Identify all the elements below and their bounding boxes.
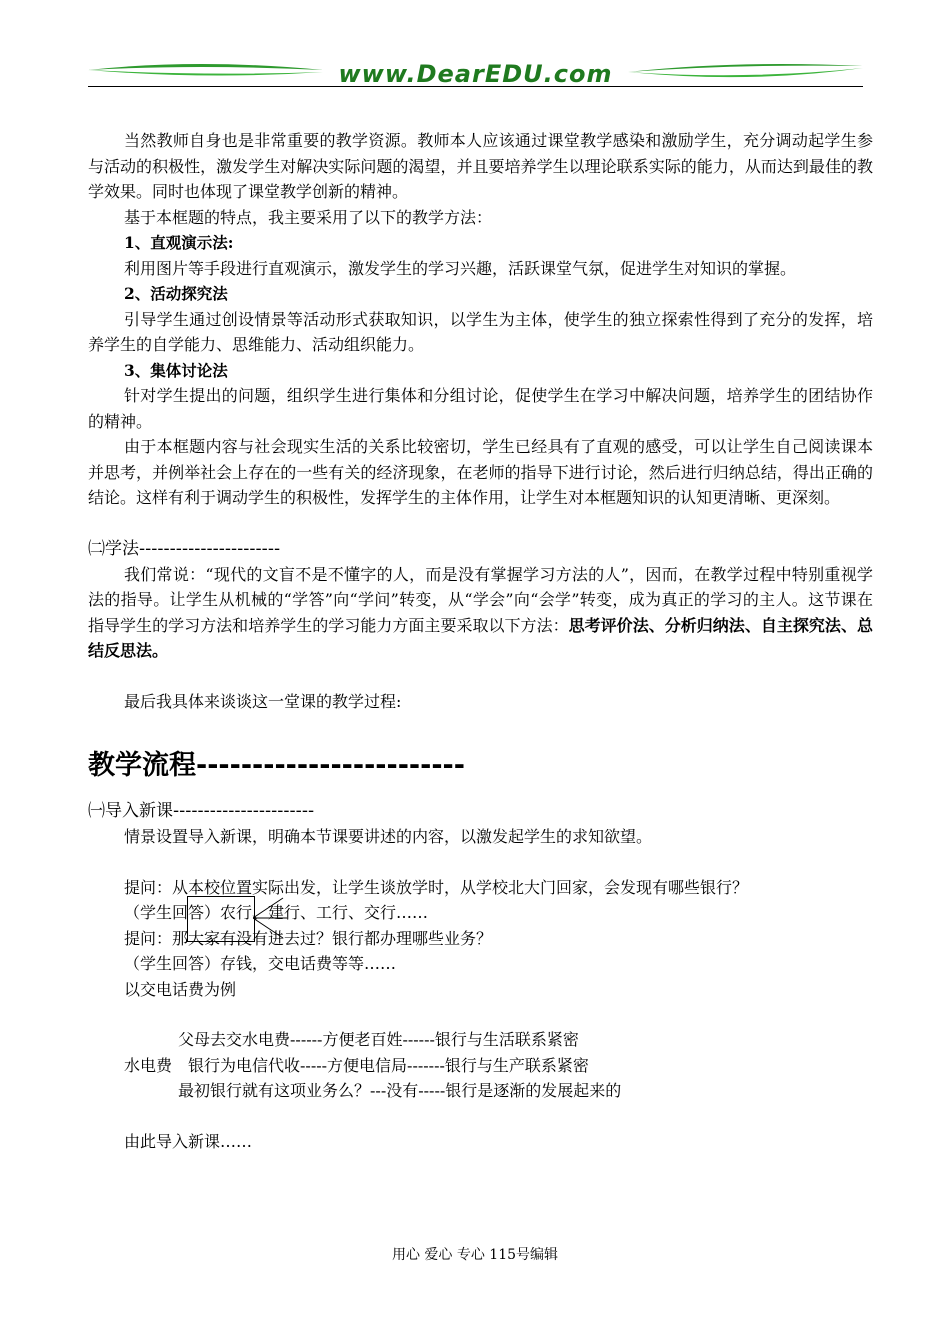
method-2-title: 2、活动探究法 <box>124 284 228 303</box>
flow-example-line: 以交电话费为例 <box>124 979 237 999</box>
method-1-title: 1、直观演示法: <box>124 233 234 252</box>
diagram-line-3: 最初银行就有这项业务么？---没有-----银行是逐渐的发展起来的 <box>178 1081 622 1100</box>
method-3-body: 针对学生提出的问题，组织学生进行集体和分组讨论，促使学生在学习中解决问题，培养学生的团结协作的精神。 <box>88 386 873 431</box>
xuefa-body-text: 我们常说：“现代的文盲不是不懂字的人，而是没有掌握学习方法的人”，因而，在教学过程中特别重视学法的指导。让学生从机械的“学答”向“学问”转变，从“学会”向“会学”转变，成为真正的学习的主人。这节课在指导学生的学习方法和培养学生的学习能力方面主要采取以下方法： <box>88 564 873 635</box>
diagram-line-1: 父母去交水电费------方便老百姓------银行与生活联系紧密 <box>178 1030 579 1049</box>
diagram-arrow-lines <box>253 896 289 942</box>
paragraph-xuefa <box>88 562 873 664</box>
paragraph-summary: 由于本框题内容与社会现实生活的关系比较密切，学生已经具有了直观的感受，可以让学生自己阅读课本并思考，并例举社会上存在的一些有关的经济现象，在老师的指导下进行讨论，然后进行归纳总结，得出正确的结论。这样有利于调动学生的积极性，发挥学生的主体作用，让学生对本框题知识的认知更清晰、更深刻。 <box>88 437 873 507</box>
flow-answer-2: （学生回答）存钱，交电话费等等…… <box>124 954 397 973</box>
flow-intro-line: 情景设置导入新课，明确本节课要讲述的内容，以激发起学生的求知欲望。 <box>124 827 653 846</box>
page-footer: 用心 爱心 专心 115号编辑 <box>391 1247 559 1263</box>
diagram-line-2-text: 银行为电信代收-----方便电信局-------银行与生产联系紧密 <box>188 1055 589 1075</box>
paragraph-closing-intro: 最后我具体来谈谈这一堂课的教学过程: <box>124 691 402 711</box>
flow-question-2: 提问：那大家有没有进去过？银行都办理哪些业务？ <box>124 928 493 948</box>
section-heading-flow: 教学流程------------------------ <box>88 750 465 781</box>
flow-answer-1: （学生回答）农行、建行、工行、交行…… <box>124 903 429 922</box>
diagram-line-2 <box>88 1053 873 1079</box>
site-logo-text[interactable]: www.DearEDU.com <box>338 60 613 88</box>
method-2-body: 引导学生通过创设情景等活动形式获取知识，以学生为主体，使学生的独立探索性得到了充分的发挥，培养学生的自学能力、思维能力、活动组织能力。 <box>88 309 873 354</box>
site-header <box>88 56 863 90</box>
xuefa-methods-bold: 思考评价法、分析归纳法、自主探究法、总结反思法。 <box>88 615 873 660</box>
flow-question-1: 提问：从本校位置实际出发，让学生谈放学时，从学校北大门回家，会发现有哪些银行？ <box>124 877 749 897</box>
diagram-label: 水电费 <box>124 1055 173 1075</box>
flow-conclusion: 由此导入新课…… <box>124 1131 253 1151</box>
method-3-title: 3、集体讨论法 <box>124 360 228 380</box>
method-1-body: 利用图片等手段进行直观演示，激发学生的学习兴趣，活跃课堂气氛，促进学生对知识的掌握。 <box>124 258 797 278</box>
paragraph-teacher-resource: 当然教师自身也是非常重要的教学资源。教师本人应该通过课堂教学感染和激励学生，充分调动起学生参与活动的积极性，激发学生对解决实际问题的渴望，并且要培养学生以理论联系实际的能力，从而达到最佳的教学效果。同时也体现了课堂教学创新的精神。 <box>88 131 873 201</box>
section-heading-xuefa: ㈡学法----------------------- <box>88 538 281 559</box>
paragraph-methods-intro: 基于本框题的特点，我主要采用了以下的教学方法： <box>124 207 493 227</box>
document-body <box>88 128 873 1154</box>
header-rule <box>88 86 863 87</box>
sub-heading-intro-lesson: ㈠导入新课----------------------- <box>88 801 315 821</box>
diagram-box-shape <box>187 896 255 942</box>
